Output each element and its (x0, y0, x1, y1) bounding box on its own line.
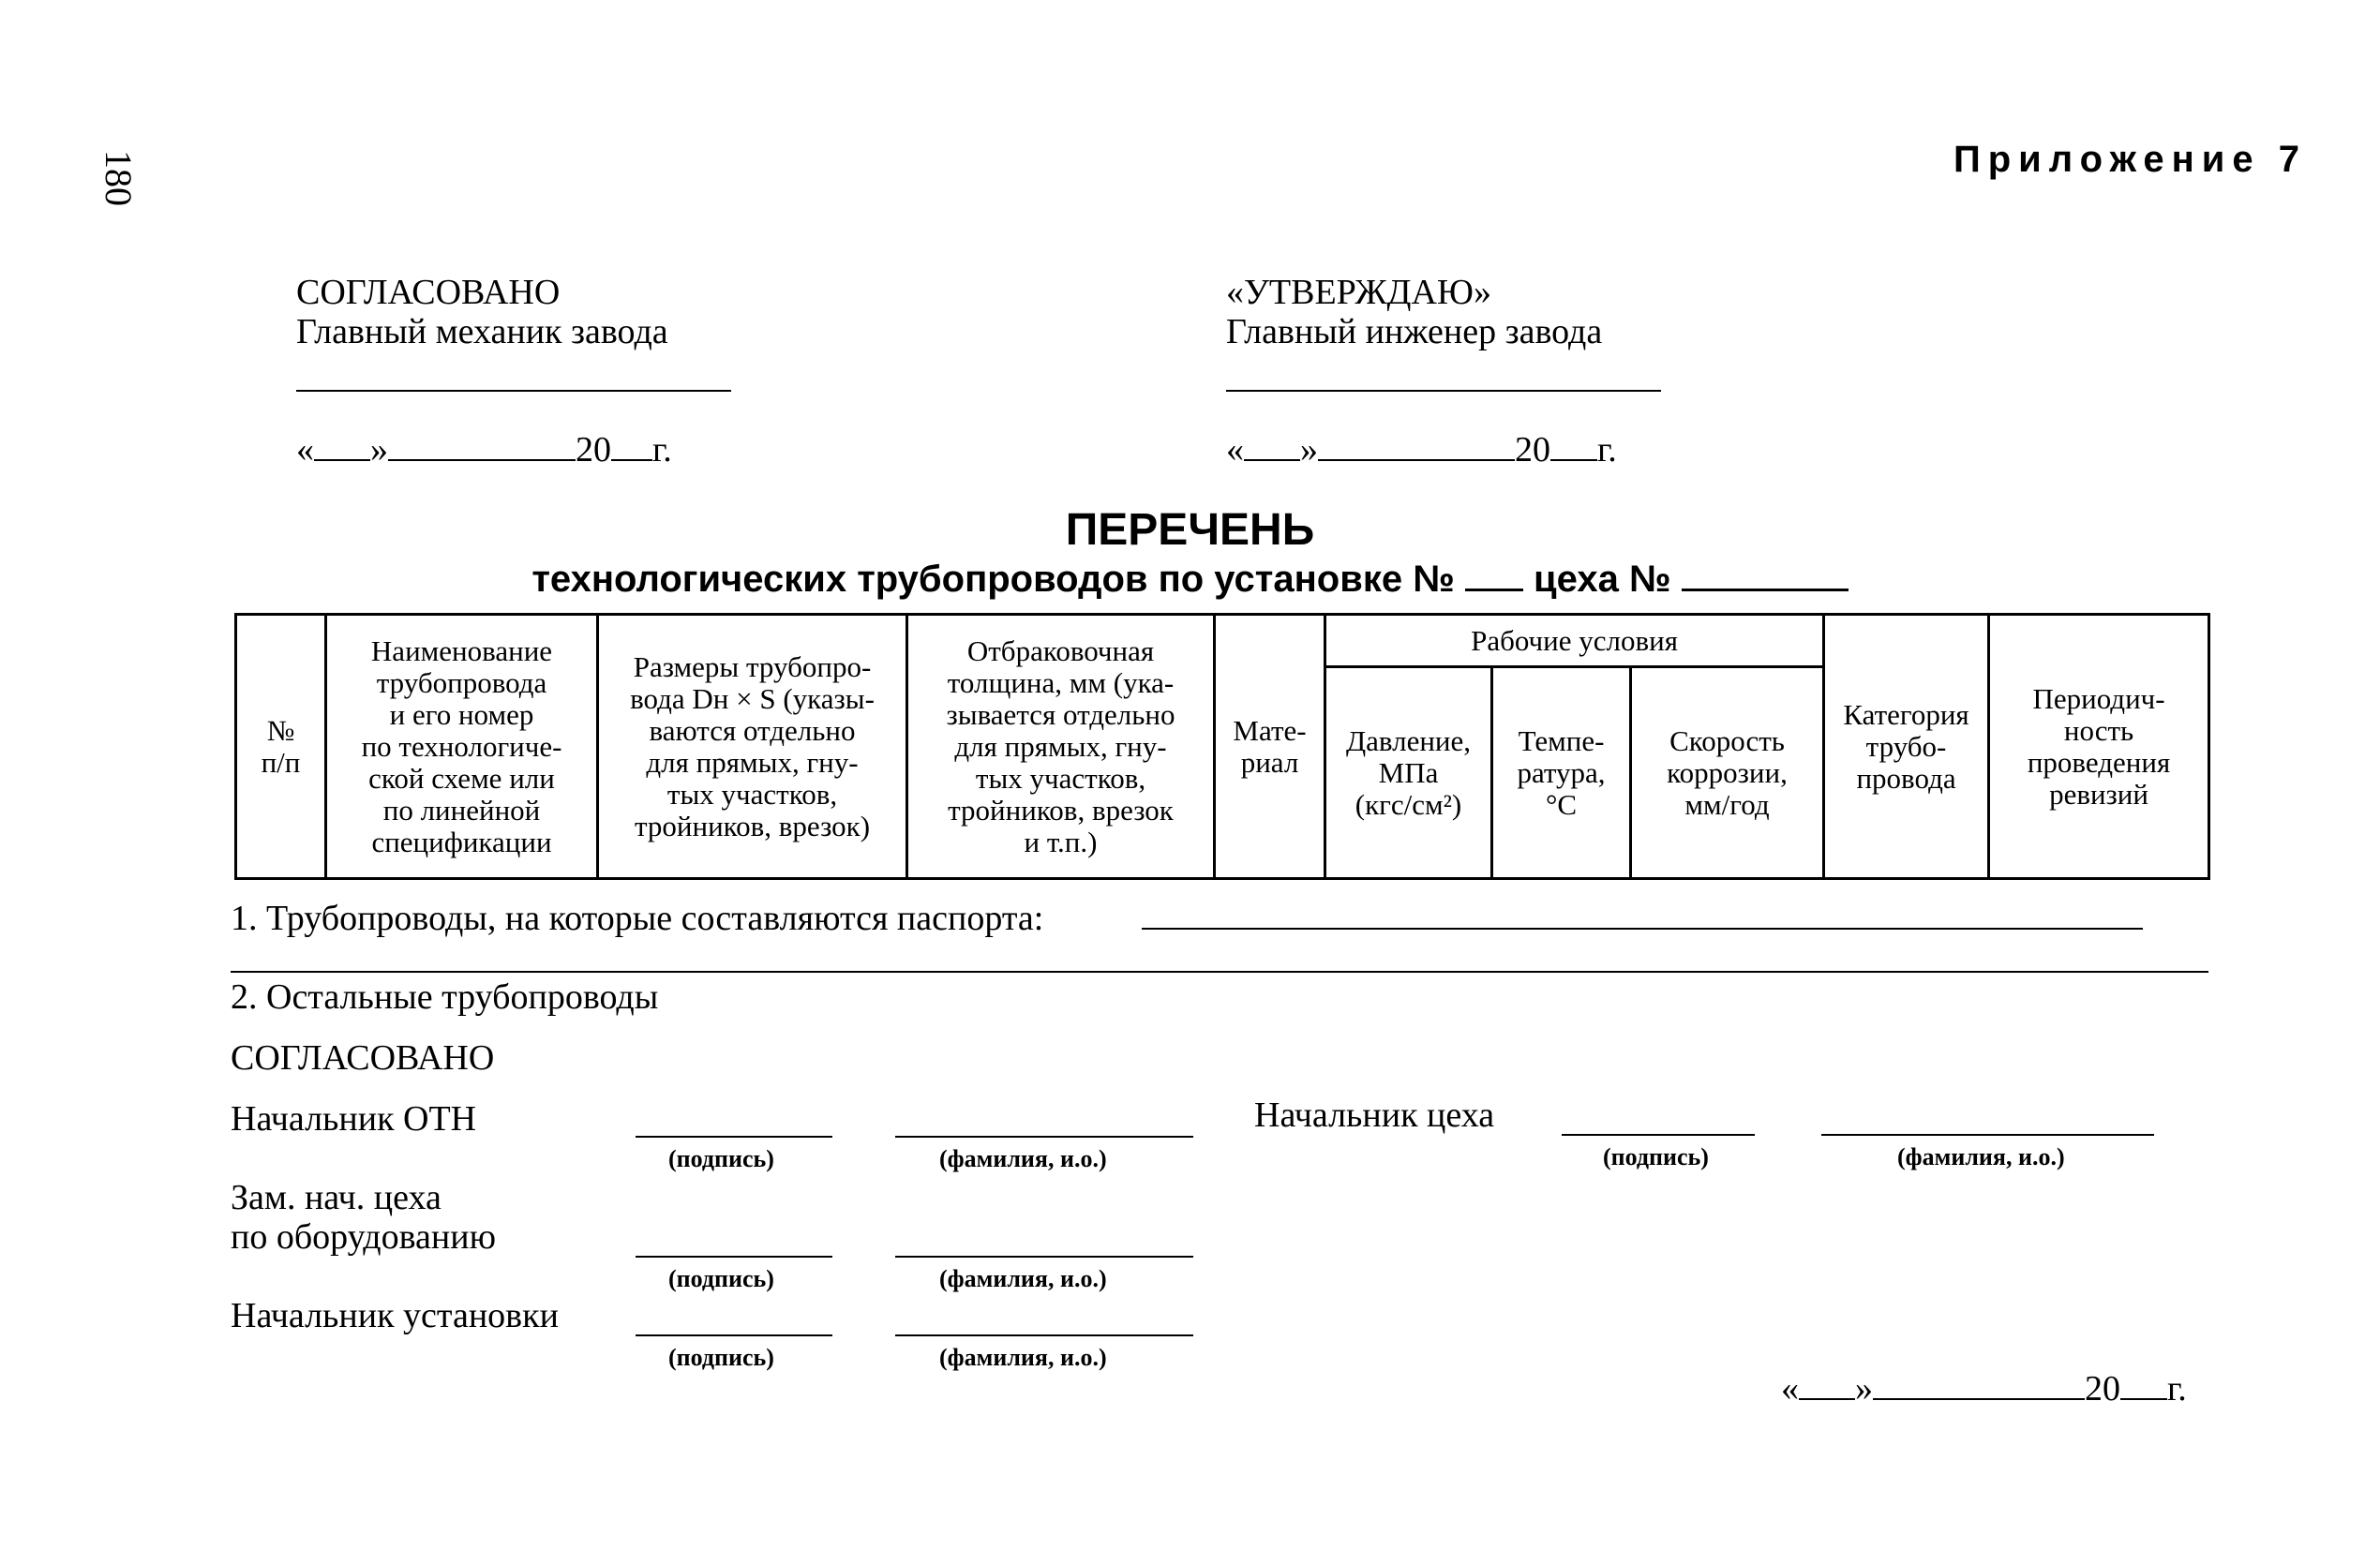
oth-name-caption: (фамилия, и.о.) (939, 1145, 1107, 1172)
deputy-name-caption: (фамилия, и.о.) (939, 1265, 1107, 1292)
deputy-signature-caption: (подпись) (668, 1265, 774, 1292)
unit-name-caption: (фамилия, и.о.) (939, 1344, 1107, 1371)
col-header-number: № п/п (236, 615, 326, 879)
document-title: ПЕРЕЧЕНЬ (1065, 505, 1315, 555)
approval-left-signature-line (296, 390, 731, 392)
unit-signature-caption: (подпись) (668, 1344, 774, 1371)
unit-signature-line (636, 1334, 832, 1336)
col-header-revision-period: Периодич- ность проведения ревизий (1989, 615, 2209, 879)
final-date: « » 20 г. (1781, 1369, 2187, 1408)
oth-signature-caption: (подпись) (668, 1145, 774, 1172)
col-header-material: Мате- риал (1215, 615, 1325, 879)
shop-signature-line (1562, 1134, 1755, 1136)
section-2-label: 2. Остальные трубопроводы (231, 977, 659, 1017)
oth-name-line (895, 1136, 1193, 1138)
signer-deputy-label-line2: по оборудованию (231, 1217, 496, 1257)
approval-right-heading: «УТВЕРЖДАЮ» (1226, 273, 1491, 312)
col-header-reject-thickness: Отбраковочная толщина, мм (ука- зывается отдельно для прямых, гну- тых участков, тройников, врезок и т.п.) (907, 615, 1215, 879)
appendix-label: Приложение 7 (1953, 139, 2307, 180)
col-header-corrosion-rate: Скорость коррозии, мм/год (1631, 667, 1824, 879)
approval-left-position: Главный механик завода (296, 312, 668, 351)
signer-unit-label: Начальник установки (231, 1296, 559, 1335)
signer-deputy-label-line1: Зам. нач. цеха (231, 1178, 442, 1217)
col-header-working-conditions: Рабочие условия (1325, 615, 1824, 667)
col-header-temperature: Темпе- ратура, °С (1492, 667, 1631, 879)
col-header-pressure: Давление, МПа (кгс/см²) (1325, 667, 1492, 879)
col-header-sizes: Размеры трубопро- вода Dн × S (указы- ваются отдельно для прямых, гну- тых участков, тройников, врезок) (598, 615, 907, 879)
approval-right-date: « » 20 г. (1226, 430, 1617, 469)
agreed-heading: СОГЛАСОВАНО (231, 1038, 495, 1078)
section-1-fill-line (1142, 928, 2143, 930)
signer-oth-label: Начальник ОТН (231, 1099, 477, 1139)
oth-signature-line (636, 1136, 832, 1138)
shop-name-line (1821, 1134, 2154, 1136)
document-subtitle: технологических трубопроводов по установке № цеха № (0, 557, 2380, 601)
shop-name-caption: (фамилия, и.о.) (1897, 1143, 2065, 1170)
shop-signature-caption: (подпись) (1603, 1143, 1709, 1170)
signer-shop-label: Начальник цеха (1254, 1095, 1495, 1135)
col-header-name: Наименование трубопровода и его номер по технологиче- ской схеме или по линейной спецификации (326, 615, 598, 879)
col-header-category: Категория трубо- провода (1824, 615, 1989, 879)
unit-name-line (895, 1334, 1193, 1336)
page-number: 180 (97, 150, 140, 206)
deputy-signature-line (636, 1256, 832, 1258)
section-1-label: 1. Трубопроводы, на которые составляются паспорта: (231, 899, 1044, 938)
approval-left-date: « » 20 г. (296, 430, 672, 469)
section-1-fill-line-2 (231, 971, 2208, 973)
approval-left-heading: СОГЛАСОВАНО (296, 273, 561, 312)
approval-right-position: Главный инженер завода (1226, 312, 1603, 351)
approval-right-signature-line (1226, 390, 1661, 392)
deputy-name-line (895, 1256, 1193, 1258)
pipelines-table-header (234, 613, 2210, 880)
